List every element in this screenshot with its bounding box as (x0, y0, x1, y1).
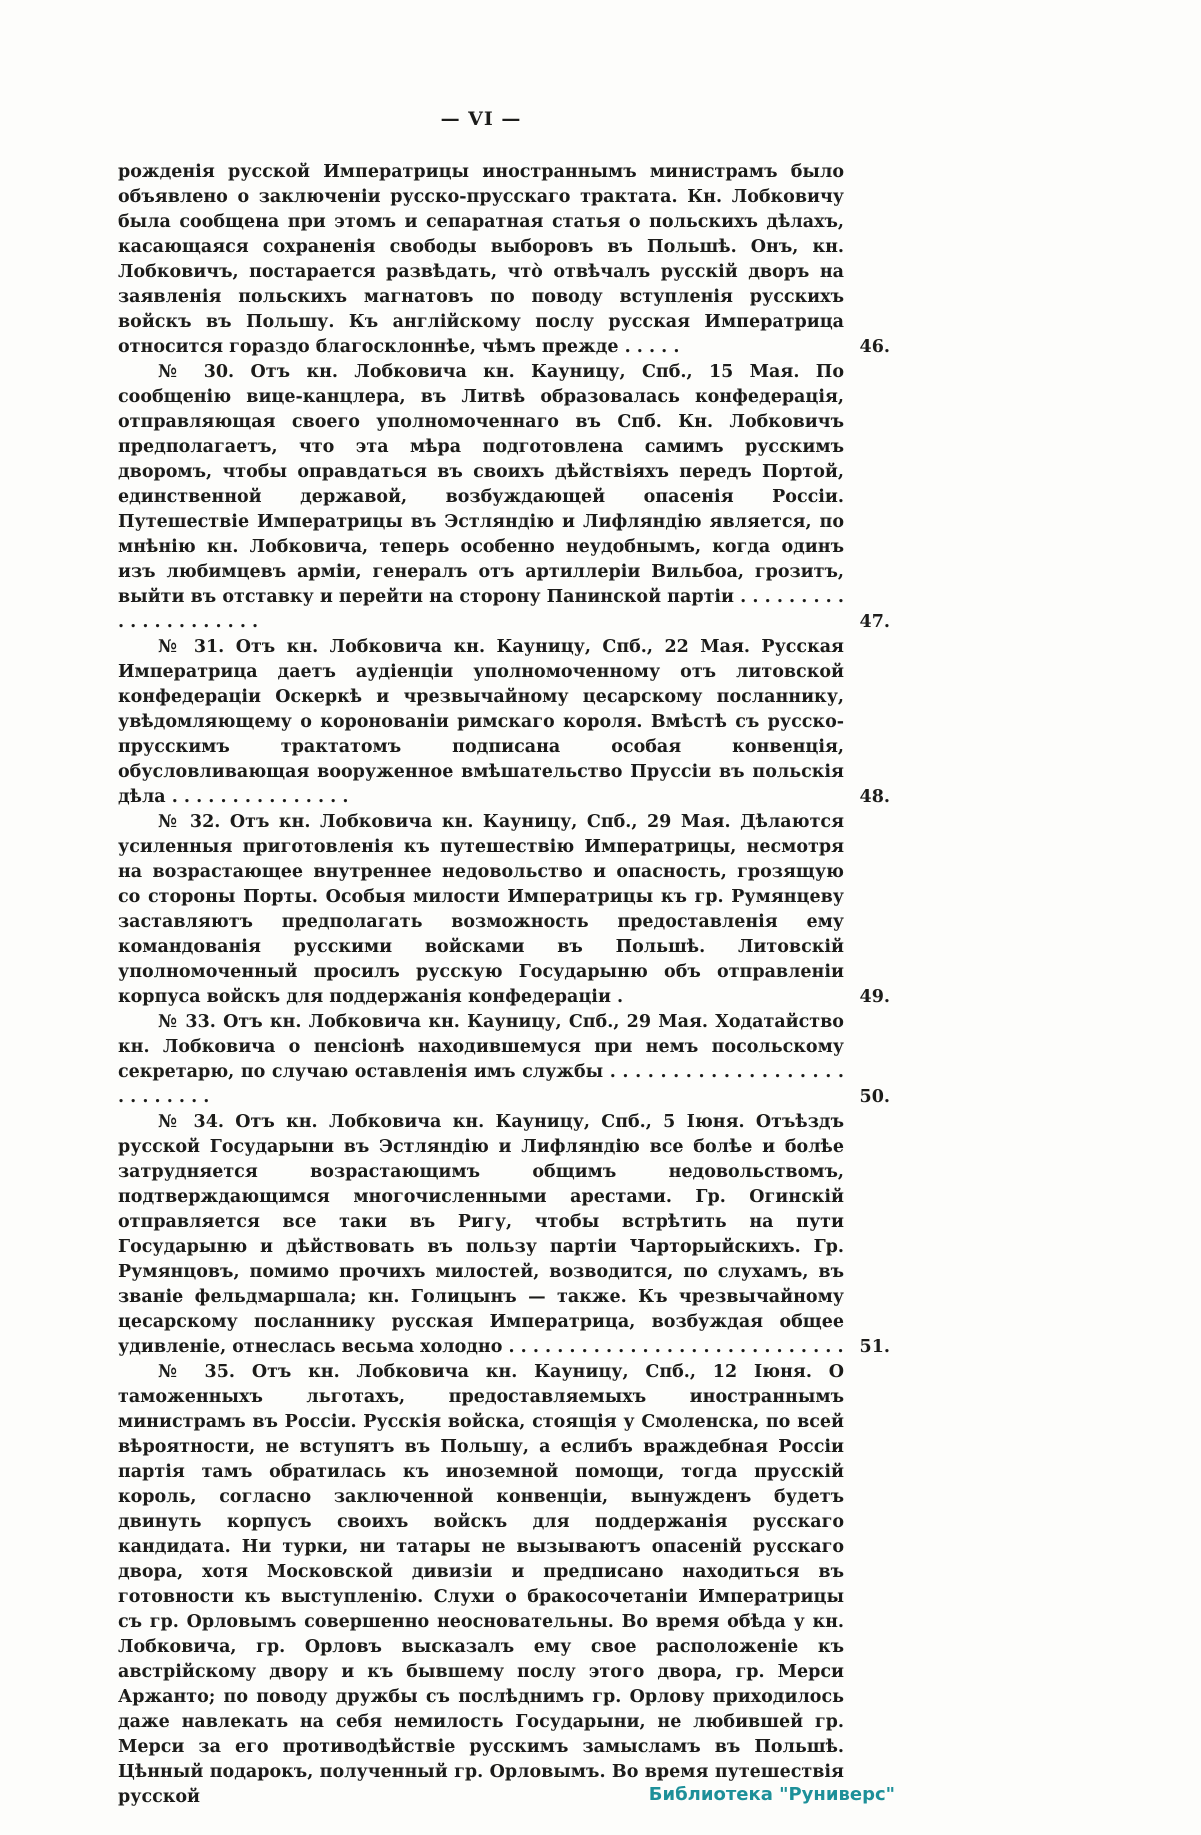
toc-entry (118, 360, 890, 635)
entry-page-number: 47. (859, 612, 890, 632)
toc-entries (118, 160, 890, 1810)
entry-page-number: 48. (859, 787, 890, 807)
toc-entry (118, 635, 890, 810)
entry-page-number: 49. (859, 987, 890, 1007)
entry-text: № 30. Отъ кн. Лобковича кн. Кауницу, Спб., 15 Мая. По сообщенію вице-канцлера, въ Литвѣ образовалась конфедерація, отправляющая своего уполномоченнаго въ Спб. Кн. Лобковичъ предполагаетъ, что эта мѣра подготовлена самимъ русскимъ дворомъ, чтобы оправдаться въ своихъ дѣйствіяхъ передъ Портой, единственной державой, возбуждающей опасенія Россіи. Путешествіе Императрицы въ Эстляндію и Лифляндію является, по мнѣнію кн. Лобковича, теперь особенно неудобнымъ, когда одинъ изъ любимцевъ арміи, генералъ отъ артиллеріи Вильбоа, грозитъ, выйти въ отставку и перейти на сторону Панинской партіи . . . . . . . . . . . . . . . . . . . . . (118, 362, 844, 632)
library-watermark: Библиотека "Руниверс" (648, 1784, 895, 1805)
text-block (118, 108, 890, 1810)
entry-text: рожденія русской Императрицы иностраннымъ министрамъ было объявлено о заключеніи русско-прусскаго трактата. Кн. Лобковичу была сообщена при этомъ и сепаратная статья о польскихъ дѣлахъ, касающаяся сохраненія свободы выборовъ въ Польшѣ. Онъ, кн. Лобковичъ, постарается развѣдать, что̀ отвѣчалъ русскій дворъ на заявленія польскихъ магнатовъ по поводу вступленія русскихъ войскъ въ Польшу. Къ англійскому послу русская Императрица относится гораздо благосклоннѣе, чѣмъ прежде . . . . . (118, 162, 844, 357)
toc-entry (118, 810, 890, 1010)
page-number-header: — VI — (440, 108, 522, 130)
entry-text: № 32. Отъ кн. Лобковича кн. Кауницу, Спб., 29 Мая. Дѣлаются усиленныя приготовленія къ путешествію Императрицы, несмотря на возрастающее внутреннее недовольство и опасность, грозящую со стороны Порты. Особыя милости Императрицы къ гр. Румянцеву заставляютъ предполагать возможность предоставленія ему командованія русскими войсками въ Польшѣ. Литовскій уполномоченный просилъ русскую Государыню объ отправленіи корпуса войскъ для поддержанія конфедераціи . (118, 812, 844, 1007)
entry-page-number: 51. (859, 1337, 890, 1357)
toc-entry (118, 1360, 890, 1810)
entry-page-number: 50. (859, 1087, 890, 1107)
entry-page-number: 46. (859, 337, 890, 357)
entry-text: № 31. Отъ кн. Лобковича кн. Кауницу, Спб., 22 Мая. Русская Императрица даетъ аудіенціи уполномоченному отъ литовской конфедераціи Оскеркѣ и чрезвычайному цесарскому посланнику, увѣдомляющему о коронованіи римскаго короля. Вмѣстѣ съ русско-прусскимъ трактатомъ подписана особая конвенція, обусловливающая вооруженное вмѣшательство Пруссіи въ польскія дѣла . . . . . . . . . . . . . . . (118, 637, 844, 807)
toc-entry (118, 1010, 890, 1110)
entry-text: № 34. Отъ кн. Лобковича кн. Кауницу, Спб., 5 Іюня. Отъѣздъ русской Государыни въ Эстляндію и Лифляндію все болѣе и болѣе затрудняется возрастающимъ общимъ недовольствомъ, подтверждающимся многочисленными арестами. Гр. Огинскій отправляется все таки въ Ригу, чтобы встрѣтить на пути Государыню и дѣйствовать въ пользу партіи Чарторыйскихъ. Гр. Румянцовъ, помимо прочихъ милостей, возводится, по слухамъ, въ званіе фельдмаршала; кн. Голицынъ — также. Къ чрезвычайному цесарскому посланнику русская Императрица, возбуждая общее удивленіе, отнеслась весьма холодно . . . . . . . . . . . . . . . . . . . . . . . . . . . . (118, 1112, 844, 1357)
entry-text: № 33. Отъ кн. Лобковича кн. Кауницу, Спб., 29 Мая. Ходатайство кн. Лобковича о пенсіонѣ находившемуся при немъ посольскому секретарю, по случаю оставленія имъ службы . . . . . . . . . . . . . . . . . . . . . . . . . . . (118, 1012, 844, 1107)
toc-entry (118, 1110, 890, 1360)
toc-entry (118, 160, 890, 360)
entry-text: № 35. Отъ кн. Лобковича кн. Кауницу, Спб., 12 Іюня. О таможенныхъ льготахъ, предоставляемыхъ иностраннымъ министрамъ въ Россіи. Русскія войска, стоящія у Смоленска, по всей вѣроятности, не вступятъ въ Польшу, а еслибъ враждебная Россіи партія тамъ обратилась къ иноземной помощи, тогда прусскій король, согласно заключенной конвенціи, вынужденъ будетъ двинуть корпусъ своихъ войскъ для поддержанія русскаго кандидата. Ни турки, ни татары не вызываютъ опасеній русскаго двора, хотя Московской дивизіи и предписано находиться въ готовности къ выступленію. Слухи о бракосочетаніи Императрицы съ гр. Орловымъ совершенно неосновательны. Во время обѣда у кн. Лобковича, гр. Орловъ высказалъ ему свое расположеніе къ австрійскому двору и къ бывшему послу этого двора, гр. Мерси Аржанто; по поводу дружбы съ послѣднимъ гр. Орлову приходилось даже навлекать на себя немилость Государыни, не любившей гр. Мерси за его противодѣйствіе русскимъ замысламъ въ Польшѣ. Цѣнный подарокъ, полученный гр. Орловымъ. Во время путешествія русской (118, 1362, 844, 1807)
